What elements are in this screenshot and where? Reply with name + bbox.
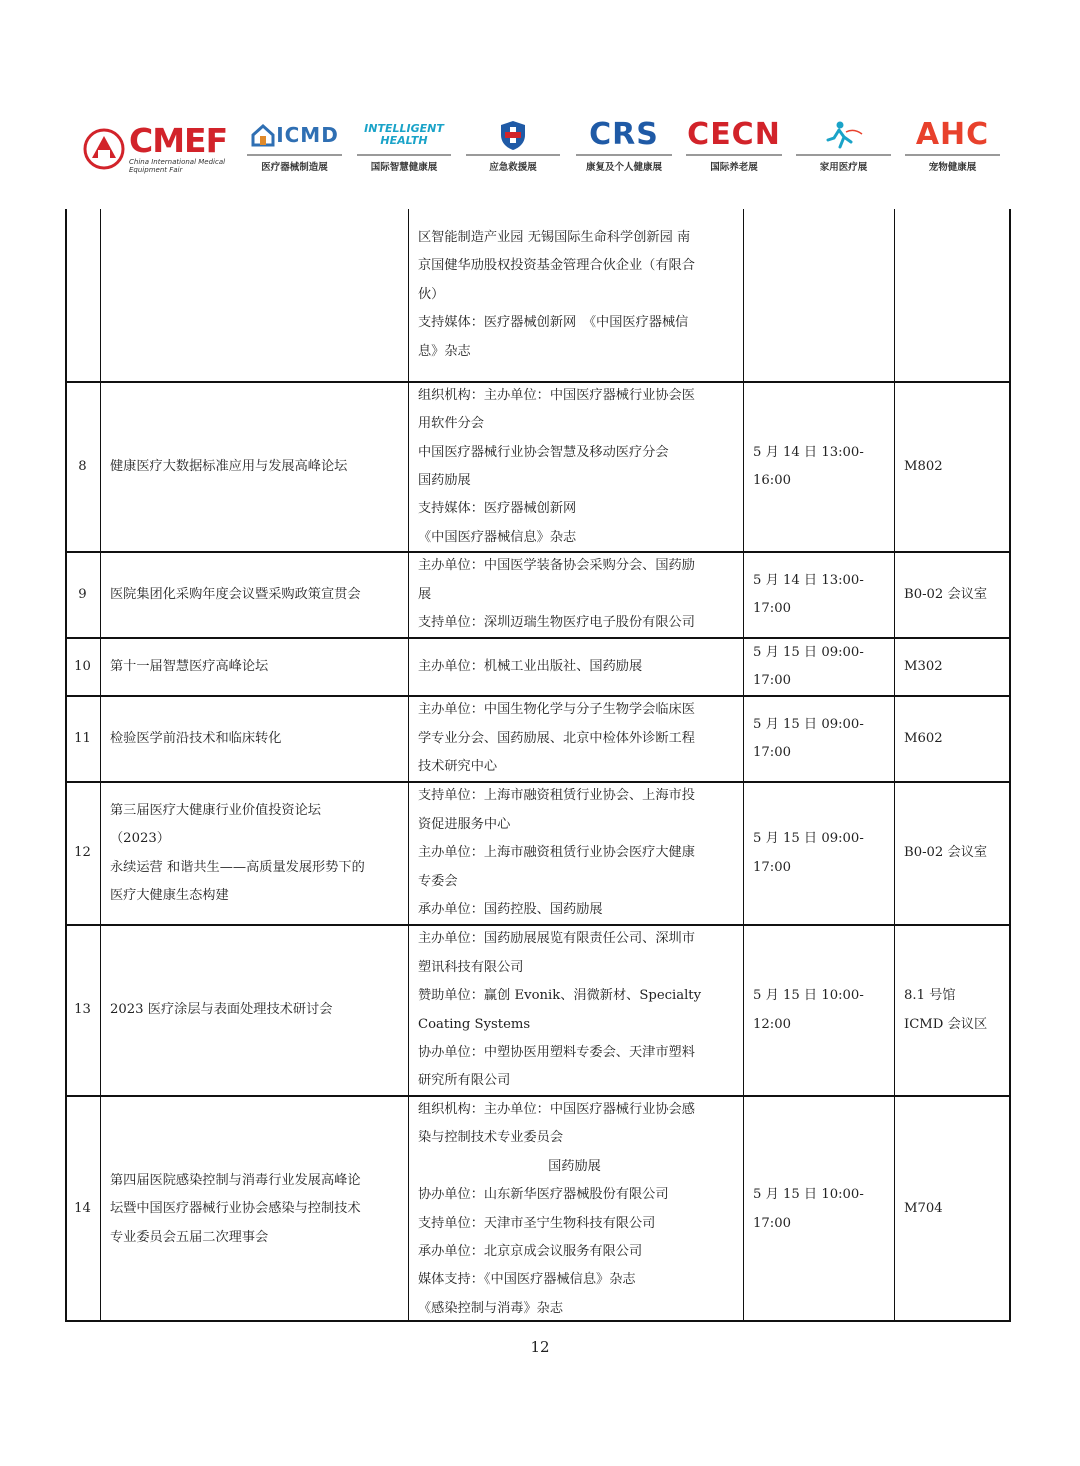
- forum-location: [894, 1097, 1011, 1322]
- forum-time-line: 5 月 15 日 09:00-: [753, 716, 864, 732]
- forum-time: [743, 783, 894, 924]
- forum-name: [100, 383, 408, 551]
- organizers-line: 承办单位：国药控股、国药励展: [418, 902, 603, 918]
- organizers-line: 染与控制技术专业委员会: [418, 1130, 564, 1146]
- forum-location: [894, 639, 1011, 695]
- organizers-line: 主办单位：机械工业出版社、国药励展: [418, 658, 643, 674]
- ahc-logo: [905, 118, 1000, 173]
- cecn-logo: [686, 118, 782, 173]
- forum-location: [894, 697, 1011, 781]
- crs-logo: [576, 118, 672, 173]
- forum-name: [100, 1097, 408, 1322]
- organizers-line: 协办单位：山东新华医疗器械股份有限公司: [418, 1187, 669, 1203]
- organizers-line: 主办单位：中国生物化学与分子生物学会临床医: [418, 702, 695, 718]
- forum-time-line: 5 月 15 日 10:00-: [753, 988, 864, 1004]
- forum-name-line: 医院集团化采购年度会议暨采购政策宣贯会: [110, 586, 361, 602]
- organizers: [408, 553, 743, 637]
- organizers-line: 支持单位：深圳迈瑞生物医疗电子股份有限公司: [418, 615, 695, 631]
- forum-location-line: M602: [904, 730, 943, 746]
- row-number: [65, 1097, 100, 1322]
- forum-time-line: 17:00: [753, 1215, 792, 1231]
- forum-location-line: ICMD 会议区: [904, 1016, 988, 1032]
- row-number-text: 13: [74, 1002, 91, 1018]
- forum-time-line: 17:00: [753, 745, 792, 760]
- organizers-line: 主办单位：中国医学装备协会采购分会、国药励: [418, 558, 695, 574]
- icmd-subtitle: 医疗器械制造展: [261, 162, 328, 173]
- organizers-line: 京国健华劢股权投资基金管理合伙企业（有限合: [418, 258, 695, 274]
- cmef-emblem-icon: [82, 128, 126, 170]
- forum-time-line: 17:00: [753, 601, 792, 616]
- row-number: [65, 926, 100, 1095]
- emergency-rescue-subtitle: 应急救援展: [489, 162, 537, 173]
- forum-name-line: 坛暨中国医疗器械行业协会感染与控制技术: [110, 1201, 361, 1217]
- row-number-text: 8: [78, 458, 87, 474]
- organizers: [408, 1097, 743, 1322]
- organizers-line: 组织机构：主办单位：中国医疗器械行业协会感: [418, 1101, 695, 1117]
- organizers-line: 协办单位：中塑协医用塑料专委会、天津市塑料: [418, 1044, 695, 1060]
- organizers-line: 组织机构：主办单位：中国医疗器械行业协会医: [418, 387, 695, 403]
- forum-location-line: B0-02 会议室: [904, 845, 988, 861]
- forum-time-line: 5 月 15 日 09:00-: [753, 644, 864, 660]
- forum-location: [894, 383, 1011, 551]
- table-bottom-border: [65, 1320, 1011, 1322]
- organizers: [408, 783, 743, 924]
- organizers: [408, 209, 743, 381]
- row-number: [65, 209, 100, 381]
- intelligent-health-subtitle: 国际智慧健康展: [370, 162, 438, 173]
- forum-name: [100, 783, 408, 924]
- intelligent-health-logo: [357, 118, 451, 173]
- forum-location: [894, 209, 1011, 381]
- table-row: [65, 781, 1011, 924]
- forum-location: [894, 553, 1011, 637]
- row-number: [65, 697, 100, 781]
- forum-name-line: 健康医疗大数据标准应用与发展高峰论坛: [110, 458, 348, 474]
- organizers-line: 区智能制造产业园 无锡国际生命科学创新园 南: [418, 229, 691, 245]
- organizers-line: 研究所有限公司: [418, 1073, 511, 1089]
- crs-subtitle: 康复及个人健康展: [585, 162, 662, 173]
- organizers: [408, 639, 743, 695]
- page-number: 12: [530, 1338, 550, 1356]
- forum-name: [100, 926, 408, 1095]
- row-number: [65, 553, 100, 637]
- table-row: [65, 637, 1011, 695]
- forum-name-line: 永续运营 和谐共生——高质量发展形势下的: [110, 859, 365, 875]
- forum-time: [743, 553, 894, 637]
- forum-name-line: 2023 医疗涂层与表面处理技术研讨会: [110, 1002, 333, 1018]
- exhibition-logos-header: [0, 118, 1080, 188]
- forum-location-line: M704: [904, 1201, 943, 1217]
- emergency-rescue-logo: [466, 118, 560, 173]
- organizers-line: 支持媒体：医疗器械创新网: [418, 501, 577, 517]
- organizers-line: 专委会: [418, 873, 458, 889]
- forum-name-line: 医疗大健康生态构建: [110, 887, 229, 903]
- forum-name: [100, 639, 408, 695]
- organizers-line: Coating Systems: [418, 1016, 531, 1032]
- row-number-text: 12: [74, 845, 91, 861]
- icmd-logo: [247, 118, 342, 173]
- forum-time: [743, 1097, 894, 1322]
- forum-time-line: 5 月 15 日 10:00-: [753, 1187, 864, 1203]
- organizers-line: 展: [418, 586, 432, 602]
- forum-name-line: 检验医学前沿技术和临床转化: [110, 730, 282, 746]
- running-figure-icon: [824, 120, 864, 150]
- forum-time-line: 17:00: [753, 859, 792, 875]
- row-number-text: 14: [74, 1201, 91, 1217]
- table-row: [65, 209, 1011, 381]
- organizers-line: 息》杂志: [418, 343, 471, 359]
- forum-name-line: 第四届医院感染控制与消毒行业发展高峰论: [110, 1172, 361, 1188]
- forum-name-line: 第三届医疗大健康行业价值投资论坛: [110, 802, 321, 818]
- forum-name-line: （2023）: [110, 831, 170, 847]
- organizers-line: 主办单位：国药励展展览有限责任公司、深圳市: [418, 931, 695, 947]
- row-number-text: 9: [78, 586, 87, 602]
- organizers: [408, 383, 743, 551]
- forum-time: [743, 639, 894, 695]
- home-medical-logo: [796, 118, 891, 173]
- forum-time-line: 5 月 15 日 09:00-: [753, 831, 864, 847]
- row-number-text: 11: [74, 730, 91, 746]
- organizers-line: 《中国医疗器械信息》杂志: [418, 529, 577, 545]
- organizers-line: 技术研究中心: [418, 759, 498, 775]
- organizers-line: 伙）: [418, 286, 445, 302]
- cmef-logo: [82, 121, 232, 174]
- cecn-subtitle: 国际养老展: [710, 162, 758, 173]
- organizers-line: 支持媒体：医疗器械创新网 《中国医疗器械信: [418, 315, 689, 331]
- forum-location-line: 8.1 号馆: [904, 988, 956, 1004]
- forum-name: [100, 553, 408, 637]
- forum-time-line: 5 月 14 日 13:00-: [753, 444, 864, 460]
- forum-time: [743, 926, 894, 1095]
- table-row: [65, 551, 1011, 637]
- crs-wordmark: CRS: [589, 117, 659, 152]
- cecn-wordmark: CECN: [687, 117, 781, 152]
- home-medical-subtitle: 家用医疗展: [819, 162, 868, 173]
- forum-time-line: 16:00: [753, 473, 792, 488]
- table-row: [65, 1095, 1011, 1322]
- cmef-tagline: China International Medical Equipment Fair: [129, 158, 226, 174]
- organizers-line: 塑讯科技有限公司: [418, 959, 524, 975]
- ahc-wordmark: AHC: [915, 117, 990, 152]
- forum-time-line: 17:00: [753, 673, 792, 688]
- organizers-line: 中国医疗器械行业协会智慧及移动医疗分会: [418, 444, 669, 460]
- forum-location-line: M802: [904, 458, 943, 474]
- forum-time: [743, 209, 894, 381]
- intelligent-health-wordmark: INTELLIGENT HEALTH: [364, 122, 444, 147]
- organizers: [408, 926, 743, 1095]
- organizers-line: 学专业分会、国药励展、北京中检体外诊断工程: [418, 730, 695, 746]
- forum-time: [743, 697, 894, 781]
- ahc-subtitle: 宠物健康展: [928, 162, 977, 173]
- forum-name: [100, 209, 408, 381]
- organizers-line: 承办单位：北京京成会议服务有限公司: [418, 1243, 643, 1259]
- forum-time-line: 5 月 14 日 13:00-: [753, 572, 864, 588]
- organizers-line: 支持单位：天津市圣宁生物科技有限公司: [418, 1215, 656, 1231]
- forum-name-line: 专业委员会五届二次理事会: [110, 1229, 269, 1245]
- forum-location-line: B0-02 会议室: [904, 586, 988, 602]
- forum-name: [100, 697, 408, 781]
- organizers-line: 支持单位：上海市融资租赁行业协会、上海市投: [418, 788, 695, 804]
- organizers-line: 赞助单位：赢创 Evonik、涓微新材、Specialty: [418, 988, 702, 1004]
- forum-name-line: 第十一届智慧医疗高峰论坛: [110, 658, 269, 674]
- forum-time-line: 12:00: [753, 1016, 792, 1032]
- row-number: [65, 783, 100, 924]
- organizers-line: 媒体支持：《中国医疗器械信息》杂志: [418, 1272, 636, 1288]
- organizers-line: 国药励展: [548, 1158, 601, 1174]
- cmef-wordmark: CMEF: [129, 121, 228, 160]
- forum-time: [743, 383, 894, 551]
- forum-location: [894, 783, 1011, 924]
- organizers-line: 主办单位：上海市融资租赁行业协会医疗大健康: [418, 845, 695, 861]
- icmd-house-icon: [250, 123, 276, 147]
- forum-location: [894, 926, 1011, 1095]
- organizers-line: 国药励展: [418, 473, 471, 488]
- forum-location-line: M302: [904, 658, 943, 674]
- row-number: [65, 639, 100, 695]
- row-number-text: 10: [74, 658, 91, 674]
- organizers-line: 用软件分会: [418, 416, 484, 432]
- icmd-wordmark: ICMD: [276, 123, 339, 147]
- organizers-line: 资促进服务中心: [418, 816, 511, 832]
- organizers: [408, 697, 743, 781]
- table-row: [65, 695, 1011, 781]
- organizers-line: 《感染控制与消毒》杂志: [418, 1300, 564, 1316]
- table-row: [65, 381, 1011, 551]
- rescue-shield-icon: [499, 119, 527, 151]
- row-number: [65, 383, 100, 551]
- table-row: [65, 924, 1011, 1095]
